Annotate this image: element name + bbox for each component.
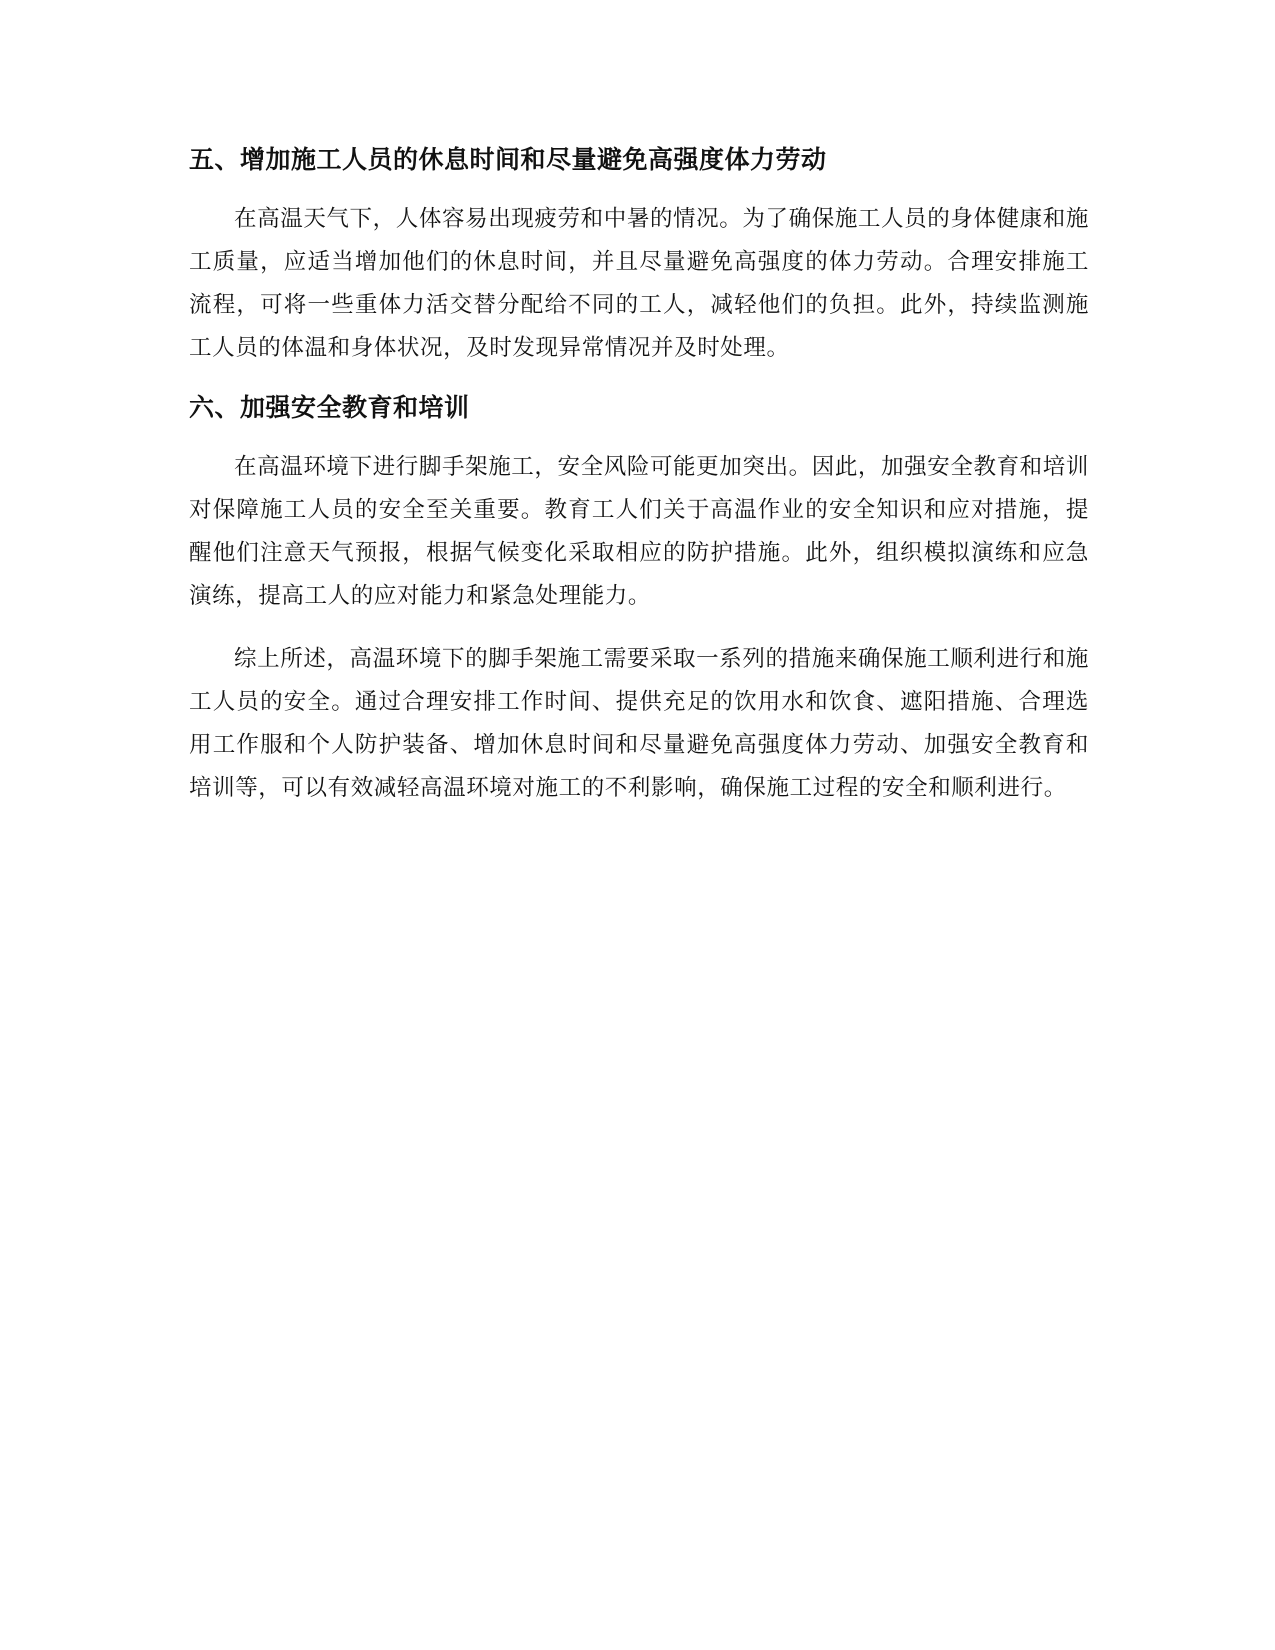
conclusion-paragraph: 综上所述，高温环境下的脚手架施工需要采取一系列的措施来确保施工顺利进行和施工人员的安全。通过合理安排工作时间、提供充足的饮用水和饮食、遮阳措施、合理选用工作服和个人防护装备、增加休息时间和尽量避免高强度体力劳动、加强安全教育和培训等，可以有效减轻高温环境对施工的不利影响，确保施工过程的安全和顺利进行。 <box>189 646 1089 801</box>
section-5-heading: 五、增加施工人员的休息时间和尽量避免高强度体力劳动 <box>189 145 827 174</box>
section-6-heading: 六、加强安全教育和培训 <box>189 393 470 422</box>
section-5-paragraph: 在高温天气下，人体容易出现疲劳和中暑的情况。为了确保施工人员的身体健康和施工质量，应适当增加他们的休息时间，并且尽量避免高强度的体力劳动。合理安排施工流程，可将一些重体力活交替分配给不同的工人，减轻他们的负担。此外，持续监测施工人员的体温和身体状况，及时发现异常情况并及时处理。 <box>189 206 1089 361</box>
document-body <box>189 142 1089 810</box>
section-6-paragraph: 在高温环境下进行脚手架施工，安全风险可能更加突出。因此，加强安全教育和培训对保障施工人员的安全至关重要。教育工人们关于高温作业的安全知识和应对措施，提醒他们注意天气预报，根据气候变化采取相应的防护措施。此外，组织模拟演练和应急演练，提高工人的应对能力和紧急处理能力。 <box>189 454 1089 609</box>
